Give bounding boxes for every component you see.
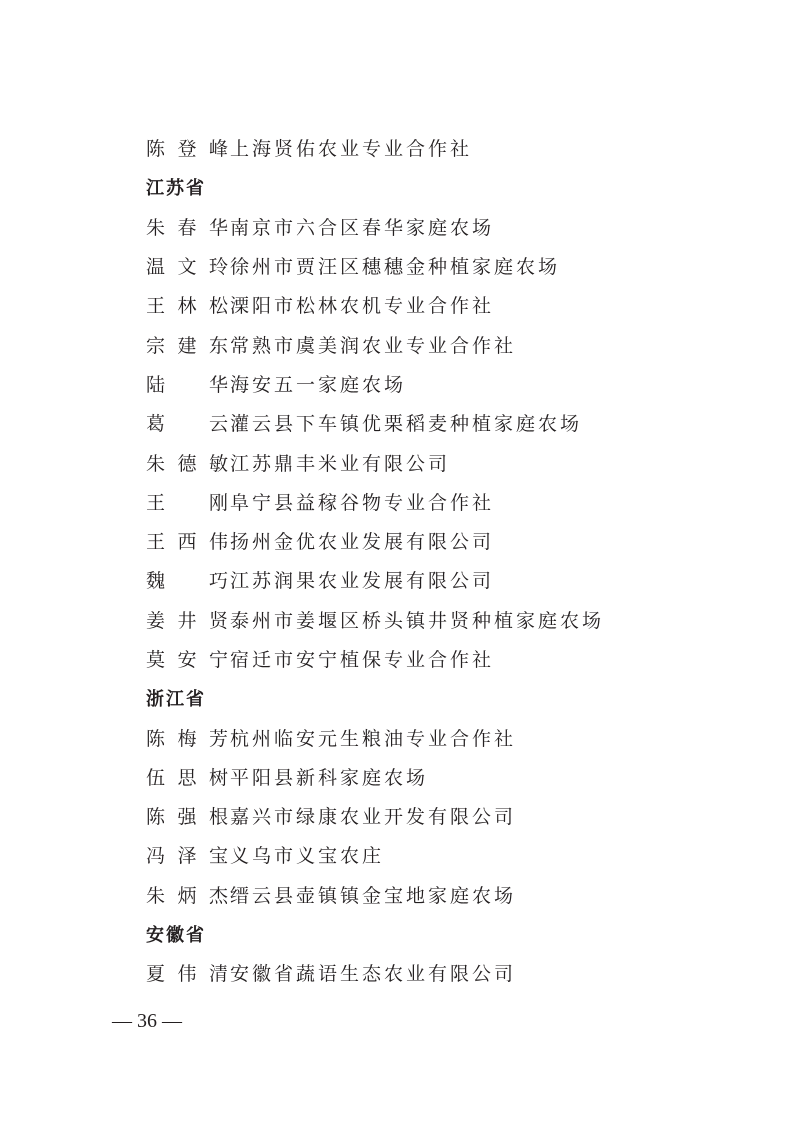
list-item	[146, 796, 706, 835]
list-item	[146, 757, 706, 796]
list-item	[146, 560, 706, 599]
person-name: 陈强根	[146, 806, 228, 829]
list-item	[146, 875, 706, 914]
organization-name: 嘉兴市绿康农业开发有限公司	[230, 806, 517, 829]
list-item	[146, 442, 706, 481]
page-number: — 36 —	[112, 1010, 182, 1032]
person-name: 陆华	[146, 373, 228, 396]
organization-name: 泰州市姜堰区桥头镇井贤种植家庭农场	[230, 609, 605, 632]
organization-name: 上海贤佑农业专业合作社	[230, 138, 473, 161]
person-name: 温文玲	[146, 256, 228, 279]
person-name: 伍思树	[146, 766, 228, 789]
person-name: 王林松	[146, 295, 228, 318]
organization-name: 平阳县新科家庭农场	[230, 766, 429, 789]
person-name: 莫安宁	[146, 649, 228, 671]
person-name: 陈登峰	[146, 138, 228, 161]
person-name: 葛云	[146, 413, 228, 436]
organization-name: 杭州临安元生粮油专业合作社	[230, 727, 517, 750]
list-item	[146, 364, 706, 403]
province-heading: 浙江省	[146, 688, 206, 710]
list-item	[146, 128, 706, 167]
organization-name: 南京市六合区春华家庭农场	[230, 216, 495, 239]
list-item	[146, 324, 706, 363]
organization-name: 阜宁县益稼谷物专业合作社	[230, 491, 495, 514]
person-name: 王西伟	[146, 531, 228, 554]
person-name: 陈梅芳	[146, 727, 228, 750]
organization-name: 宿迁市安宁植保专业合作社	[230, 649, 495, 671]
person-name: 姜井贤	[146, 609, 228, 632]
person-name: 王刚	[146, 491, 228, 514]
list-item	[146, 207, 706, 246]
organization-name: 徐州市贾汪区穗穗金种植家庭农场	[230, 256, 561, 279]
organization-name: 义乌市义宝农庄	[230, 845, 385, 868]
list-item	[146, 600, 706, 639]
province-heading: 江苏省	[146, 177, 206, 199]
list-item	[146, 482, 706, 521]
list-item	[146, 403, 706, 442]
organization-name: 海安五一家庭农场	[230, 373, 407, 396]
organization-name: 扬州金优农业发展有限公司	[230, 531, 495, 554]
person-name: 夏伟清	[146, 963, 228, 986]
list-item	[146, 717, 706, 756]
person-name: 朱炳杰	[146, 884, 228, 907]
list-item	[146, 953, 706, 992]
organization-name: 江苏润果农业发展有限公司	[230, 570, 495, 593]
person-name: 宗建东	[146, 334, 228, 357]
organization-name: 常熟市虞美润农业专业合作社	[230, 334, 517, 357]
person-name: 朱德敏	[146, 452, 228, 475]
list-item	[146, 246, 706, 285]
person-name: 朱春华	[146, 216, 228, 239]
organization-name: 安徽省蔬语生态农业有限公司	[230, 963, 517, 986]
province-heading: 安徽省	[146, 924, 206, 946]
organization-name: 缙云县壶镇镇金宝地家庭农场	[230, 884, 517, 907]
list-item	[146, 285, 706, 324]
award-list	[146, 128, 706, 993]
organization-name: 灌云县下车镇优栗稻麦种植家庭农场	[230, 413, 583, 436]
person-name: 冯泽宝	[146, 845, 228, 868]
list-item	[146, 639, 706, 678]
list-item	[146, 521, 706, 560]
organization-name: 溧阳市松林农机专业合作社	[230, 295, 495, 318]
list-item	[146, 835, 706, 874]
organization-name: 江苏鼎丰米业有限公司	[230, 452, 451, 475]
person-name: 魏巧	[146, 570, 228, 593]
